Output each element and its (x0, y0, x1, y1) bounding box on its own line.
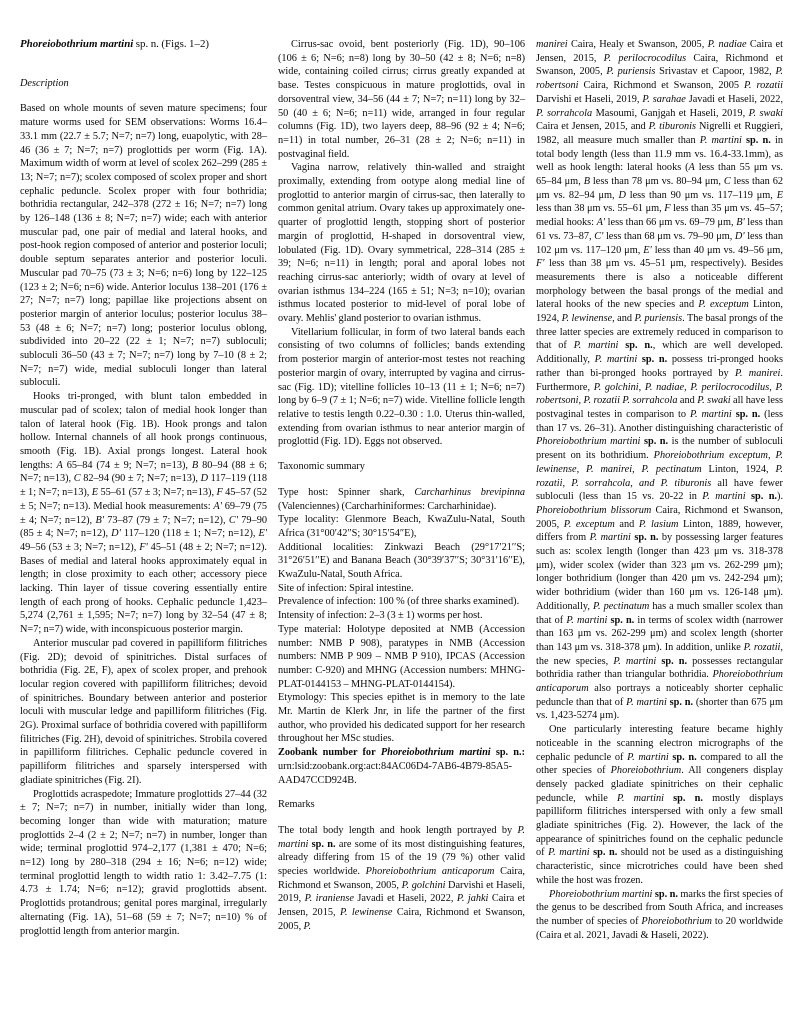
taxonomy-entry-prevalence: Prevalence of infection: 100 % (of three sharks examined). (278, 596, 520, 608)
species-title: Phoreiobothrium martini sp. n. (Figs. 1–2) (20, 38, 210, 50)
description-paragraph-7: Vitellarium follicular, in form of two lateral bands each consisting of two columns of follicles; bands extending from posterior margin of anterior-most testes not reaching posterior margin of ovary, interrupted by vagina and cirrus-sac (Fig. 1D); vitelline follicles 10–13 (11 ± 1; N=6; n=7) long by 6–9 (7 ± 1; N=6; n=7) wide. Vitelline follicle length relative to testis length 0.22–0.30 : 1.0. Uterus thin-walled, extending from ovarian isthmus to near anterior margin of proglottid (Fig. 1D). Eggs not observed. (278, 326, 525, 448)
section-heading-description: Description (20, 77, 69, 89)
description-paragraph-3: Anterior muscular pad covered in papilliform filitriches (Fig. 2D); devoid of spinitriches. Distal surfaces of bothridia (Fig. 2E, F), apex of scolex proper, and prehook locular region covered with papilliform filitriches; devoid of spinitriches. Boundary between anterior and posterior loculi with muscular ledge and papilliform filitriches (Fig. 2G). Proximal surface of bothridia covered with papilliform filitriches (Fig. 2H), devoid of spinitriches. Strobila covered in papilliform filitriches. Cephalic peduncle covered in papilliform filitriches and sparsely interspersed with gladiate spinitriches (Fig. 2I). (20, 637, 267, 786)
taxonomy-entry-etymology: Etymology: This species epithet is in memory to the late Mr. Martin de Klerk Jnr, in life the partner of the first author, who provided his dedicated support for her research throughout her MSc studies. (278, 692, 525, 745)
taxonomy-entry-additional-localities: Additional localities: Zinkwazi Beach (29°17′21′′S; 31°26′51′′E) and Banana Beach (30°39′37′′S; 30°31′16′′E), KwaZulu-Natal, South Africa. (278, 541, 525, 581)
taxonomy-entry-type-host: Type host: Spinner shark, Carcharhinus brevipinna (Valenciennes) (Carcharhiniformes: Carcharhinidae). (278, 486, 525, 512)
taxonomy-entry-intensity: Intensity of infection: 2–3 (3 ± 1) worms per host. (278, 610, 483, 622)
remarks-paragraph-3: Phoreiobothrium martini sp. n. marks the first species of the genus to be described from South Africa, and increases the number of species of Phoreiobothrium to 20 worldwide (Caira et al. 2021, Javadi & Haseli, 2022). (536, 888, 784, 941)
taxonomy-entry-type-material: Type material: Holotype deposited at NMB (Accession number: NMB P 908), paratypes in NMB (Accession numbers: NMB P 909 – NMB P 910), IPCAS (Accession number: C-920) and MHNG (Accession numbers: MHNG-PLAT-0144153 – MHNG-PLAT-0144154). (278, 623, 525, 690)
description-paragraph-6: Vagina narrow, relatively thin-walled and straight proximally, extending from ootype along medial line of proglottid to anterior margin of cirrus-sac, then laterally to common genital atrium. Ovary takes up approximately one-quarter of proglottid length, stopping short of posterior margin of proglottid, H-shaped in dorsoventral view, lobulated (Fig. 1D). Ovary symmetrical, 228–314 (285 ± 39; N=6; n=11) in length; poral and aporal lobes not reaching cirrus-sac anteriorly; width of ovary at level of ovarian isthmus 134–224 (165 ± 51; N=3; n=10); ovarian isthmus located posterior to mid-level of poral lobe of ovary. Mehlis' gland posterior to ovarian isthmus. (278, 162, 525, 325)
taxonomy-entry-zoobank: Zoobank number for Phoreiobothrium martini sp. n.: urn:lsid:zoobank.org:act:84AC06D4-7AB6-4B79-85A5-AAD47CCD924B. (278, 747, 526, 786)
column-1 (20, 38, 267, 942)
description-paragraph-1: Based on whole mounts of seven mature specimens; four mature worms used for SEM observations: Worms 16.4–33.1 mm (22.7 ± 5.7; N=7; n=7) long, euapolytic, with 28–46 (36 ± 7; N=7; n=7) proglottids per worm (Fig. 1A). Maximum width of worm at level of scolex 262–299 (285 ± 13; N=7; n=7); scolex composed of scolex proper and short cephalic peduncle. Scolex proper with four bothridia; bothridia rectangular, 242–378 (272 ± 16; N=7; n=7) long by 126–148 (136 ± 8; N=7; n=7) wide; each with anterior muscular pad, one pair of medial and lateral hooks, and post-hook region composed of anterior and posterior loculi; double septum separates anterior and posterior loculi. Muscular pad 70–75 (73 ± 3; N=6; n=6) long by 122–125 (123 ± 2; N=6; n=6) wide. Anterior loculus 138–201 (176 ± 27; N=7; n=7) long; papillae like projections absent on posterior margin of anterior loculus; posterior loculus 38–53 (48 ± 6; N=7; n=7) long; posterior loculus oblong, subdivided into 20–22 (22 ± 1; N=7; n=7) subloculi; subloculi 36–50 (43 ± 7; N=7; n=7) long by 7–10 (8 ± 2; N=7; n=7) wide, medial subloculi longer than lateral subloculi. (20, 103, 267, 389)
column-2 (278, 38, 525, 942)
description-paragraph-4: Proglottids acraspedote; Immature proglottids 27–44 (32 ± 7; N=7; n=7) in number, initially wider than long, becoming longer than wide with maturation; mature proglottids 2–4 (2 ± 2; N=7; n=7) in number, longer than wide; terminal proglottid 974–2,177 (1,381 ± 470; N=6; n=12) long by 280–318 (294 ± 16; N=6; n=12) wide; terminal proglottid length to width ratio 1: 3.42–7.75 (1: 4.73 ± 1.74; N=6; n=12); gravid proglottids absent. Proglottids protandrous; genital pores marginal, irregularly alternating (Fig. 1A), 51–68 (59 ± 7; N=7; n=10) % of proglottid length from anterior margin. (20, 788, 267, 937)
remarks-paragraph-1-continued: manirei Caira, Healy et Swanson, 2005, P. nadiae Caira et Jensen, 2015, P. perilocrocodilus Caira, Richmond et Swanson, 2005, P. puriensis Srivastav et Capoor, 1982, P. robertsoni Caira, Richmond et Swanson, 2005 P. rozatii Darvishi et Haseli, 2019, P. sarahae Javadi et Haseli, 2022, P. sorrahcola Masoumi, Ganjgah et Haseli, 2019, P. swaki Caira et Jensen, 2015, and P. tiburonis Nigrelli et Ruggieri, 1982, all measure much smaller than P. martini sp. n. in total body length (less than 11.9 mm vs. 16.4-33.1mm), as well as hook length: lateral hooks (A less than 55 μm vs. 65–84 μm, B less than 78 μm vs. 80–94 μm, C less than 62 μm vs. 82–94 μm, D less than 90 μm vs. 117–119 μm, E less than 38 μm vs. 55–61 μm, F less than 35 μm vs. 45–57; medial hooks: A' less than 66 μm vs. 69–79 μm, B' less than 61 vs. 73–87, C' less than 68 μm vs. 79–90 μm, D' less than 102 μm vs. 117–120 μm, E' less than 40 μm vs. 49–56 μm, F' less than 38 μm vs. 45–51 μm, respectively). Besides measurements there is also a noticeable different morphology between the basal prongs of the medial and lateral hooks of the new species and P. exceptum Linton, 1924, P. lewinense, and P. puriensis. The basal prongs of the three latter species are extremely reduced in comparison to that of P. martini sp. n., which are well developed. Additionally, P. martini sp. n. possess tri-pronged hooks rather than bi-pronged hooks portrayed by P. manirei. Furthermore, P. golchini, P. nadiae, P. perilocrocodilus, P. robertsoni, P. rozatii P. sorrahcola and P. swaki all have less postvaginal testes in comparison to P. martini sp. n. (less than 17 vs. 26–31). Another distinguishing characteristic of Phoreiobothrium martini sp. n. is the number of subloculi present on its bothridium. Phoreiobothrium exceptum, P. lewinense, P. manirei, P. pectinatum Linton, 1924, P. rozatii, P. sorrahcola, and P. tiburonis all have fewer subloculi (less than 15 vs. 20-22 in P. martini sp. n.). Phoreiobothrium blissorum Caira, Richmond et Swanson, 2005, P. exceptum and P. lasium Linton, 1889, however, differs from P. martini sp. n. by possessing larger features such as: scolex length (longer than 423 μm vs. 318-378 μm), wider scolex (wider than 323 μm vs. 262-299 μm); longer bothridium (longer than 420 μm vs. 242-294 μm); wider bothridium (wider than 160 μm vs. 126-148 μm). Additionally, P. pectinatum has a much smaller scolex than that of P. martini sp. n. in terms of scolex width (narrower than 163 μm vs. 262-299 μm) and scolex length (shorter than 143 μm vs. 318-378 μm). In addition, unlike P. rozatii, the new species, P. martini sp. n. possesses rectangular bothridia rather than triangular bothridia. Phoreiobothrium anticaporum also portrays a noticeably shorter cephalic peduncle than that of P. martini sp. n. (shorter than 675 μm vs. 1,423-5274 μm). (536, 39, 784, 722)
text-columns (20, 38, 783, 942)
taxonomy-entry-site-of-infection: Site of infection: Spiral intestine. (278, 582, 414, 594)
taxonomy-entry-type-locality: Type locality: Glenmore Beach, KwaZulu-Natal, South Africa (31°00′42″S; 30°15′54″E), (278, 514, 525, 539)
remarks-paragraph-1: The total body length and hook length portrayed by P. martini sp. n. are some of its most distinguishing features, already differing from 15 of the 19 (79 %) other valid species worldwide. Phoreiobothrium anticaporum Caira, Richmond et Swanson, 2005, P. golchini Darvishi et Haseli, 2019, P. iraniense Javadi et Haseli, 2022, P. jahki Caira et Jensen, 2015, P. lewinense Caira, Richmond et Swanson, 2005, P. (278, 824, 526, 932)
column-3 (536, 38, 783, 942)
description-paragraph-5: Cirrus-sac ovoid, bent posteriorly (Fig. 1D), 90–106 (106 ± 6; N=6; n=8) long by 30–50 (42 ± 8; N=6; n=8) wide, containing coiled cirrus; cirrus greatly expanded at base. Testes conspicuous in mature proglottids, oval in dorsoventral view, 34–56 (44 ± 7; N=7; n=11) long by 32–50 (40 ± 6; N=6; n=11) wide, arranged in four regular columns (Fig. 1D), two layers deep, 88–96 (92 ± 4; N=6; n=11) in total number, 26–31 (28 ± 2; N=6; n=11) in postvaginal field. (278, 39, 525, 160)
remarks-paragraph-2: One particularly interesting feature became highly noticeable in the scanning electron micrographs of the cephalic peduncle of P. martini sp. n. compared to all the other species of Phoreiobothrium. All congeners display densely packed gladiate spinitriches on their cephalic peduncle, while P. martini sp. n. mostly displays papilliform filitriches interspersed with only a few small gladiate spinitriches (Fig. 2). However, the lack of the appearance of spinitriches found on the cephalic peduncle of P. martini sp. n. should not be used as a distinguishing characteristic, since microtriches could have been shed while the host was frozen. (536, 724, 784, 886)
section-heading-remarks: Remarks (278, 799, 315, 811)
section-heading-taxonomic-summary: Taxonomic summary (278, 461, 365, 473)
description-paragraph-2: Hooks tri-pronged, with blunt talon embedded in muscular pad of scolex; talon of medial hook longer than talon of lateral hook (Fig. 1B). Hook prongs and talon hollow. Internal channels of all hook prongs continuous, smooth (Fig. 1B). Axial prongs longest. Lateral hook lengths: A 65–84 (74 ± 9; N=7; n=13), B 80–94 (88 ± 6; N=7; n=13), C 82–94 (90 ± 7; N=7; n=13), D 117–119 (118 ± 1; N=7; n=13), E 55–61 (57 ± 3; N=7; n=13), F 45–57 (52 ± 5; N=7; n=13). Medial hook measurements: A' 69–79 (75 ± 4; N=7; n=12), B' 73–87 (79 ± 7; N=7; n=12), C' 79–90 (85 ± 4; N=7; n=12), D' 117–120 (118 ± 1; N=7; n=12), E' 49–56 (53 ± 3; N=7; n=12), F' 45–51 (48 ± 2; N=7; n=12). Bases of medial and lateral hooks approximately equal in length; in close proximity to each other; accessory piece lacking. Thin layer of tissue covering essentially entire length of each prong of hooks. Cephalic peduncle 1,423–5,274 (2,761 ± 1,595; N=7; n=7) long by 32–54 (47 ± 8; N=7; n=7) wide, with inconspicuous posterior margin. (20, 391, 268, 636)
